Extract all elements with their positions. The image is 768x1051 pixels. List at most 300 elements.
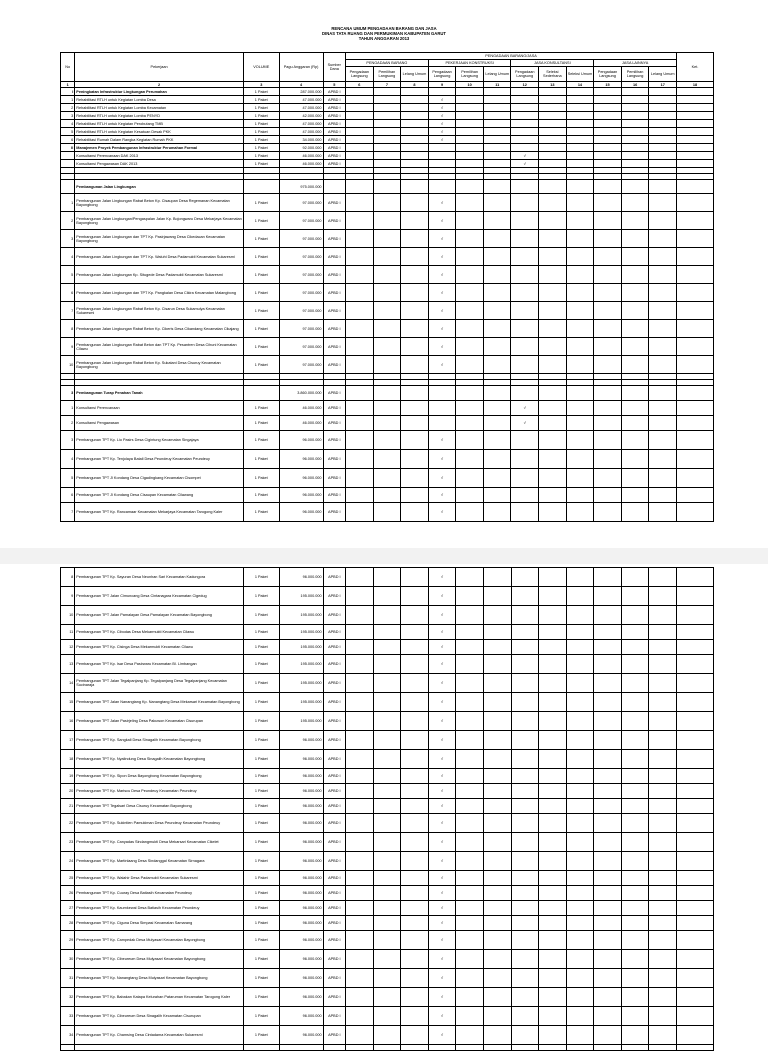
row-no: 24 (61, 852, 75, 871)
method-cell (511, 194, 539, 212)
method-cell (456, 248, 484, 266)
method-cell (539, 640, 567, 655)
method-cell (346, 194, 374, 212)
method-cell (539, 320, 567, 338)
method-cell (401, 469, 429, 488)
method-cell (594, 503, 622, 522)
method-cell (483, 96, 511, 104)
method-cell (511, 931, 539, 950)
checkmark: √ (428, 128, 456, 136)
method-cell (649, 320, 677, 338)
checkmark: √ (428, 852, 456, 871)
method-cell (539, 587, 567, 606)
method-cell (401, 693, 429, 712)
method-cell (401, 931, 429, 950)
method-cell (401, 128, 429, 136)
row-pagu: 96.000.000 (279, 750, 323, 769)
method-cell (401, 852, 429, 871)
table-row (61, 931, 714, 950)
method-cell (511, 950, 539, 969)
row-no: 8 (61, 320, 75, 338)
checkmark: √ (428, 112, 456, 120)
col-number: 3 (243, 82, 279, 88)
method-cell (594, 194, 622, 212)
method-cell (566, 212, 594, 230)
method-cell (566, 180, 594, 194)
row-no: 32 (61, 988, 75, 1007)
method-cell (566, 769, 594, 784)
row-sumber: APBD I (323, 712, 345, 731)
method-cell (456, 693, 484, 712)
method-cell (483, 1026, 511, 1045)
method-cell (594, 136, 622, 144)
method-cell (373, 230, 401, 248)
row-pagu: 195.000.000 (279, 625, 323, 640)
method-cell (649, 693, 677, 712)
row-no: 10 (61, 356, 75, 374)
row-sumber: APBD I (323, 799, 345, 814)
method-cell (621, 988, 649, 1007)
method-cell (621, 674, 649, 693)
row-volume: 1 Paket (243, 674, 279, 693)
table-row (61, 144, 714, 152)
method-cell (373, 450, 401, 469)
col-number: 16 (621, 82, 649, 88)
row-sumber: APBD I (323, 969, 345, 988)
method-cell (456, 266, 484, 284)
method-cell (621, 1007, 649, 1026)
row-pekerjaan: Pembangunan Jalan Lingkungan Rabat Beton dan TPT Kp. Pesantren Desa Cihuni Kecamatan Cilawu (75, 338, 244, 356)
method-cell (483, 88, 511, 96)
method-cell (483, 950, 511, 969)
method-cell (456, 871, 484, 886)
row-volume: 1 Paket (243, 356, 279, 374)
method-cell (511, 112, 539, 120)
method-cell (621, 120, 649, 128)
row-pekerjaan: Pembangunan TPT Kp. Chamsing Desa Cintadama Kecamatan Sukaresmi (75, 1026, 244, 1045)
method-cell (483, 833, 511, 852)
table-row (61, 606, 714, 625)
table-row (61, 152, 714, 160)
table-row (61, 640, 714, 655)
row-volume: 1 Paket (243, 104, 279, 112)
method-cell (566, 1007, 594, 1026)
method-cell (594, 120, 622, 128)
method-cell (594, 852, 622, 871)
col-number: 17 (649, 82, 677, 88)
row-no: 3 (61, 386, 75, 401)
row-sumber: APBD I (323, 625, 345, 640)
row-pekerjaan: Pembangunan TPT Kp. Rancamaar Kecamatan Mekarjaya Kecamatan Tarogong Kaler (75, 503, 244, 522)
method-cell (566, 266, 594, 284)
row-ket (677, 1026, 714, 1045)
method-cell (566, 799, 594, 814)
method-cell (401, 248, 429, 266)
method-cell (566, 606, 594, 625)
row-pekerjaan: Pembangunan TPT Tegalsari Desa Cisuruy Kecamatan Bayongbong (75, 799, 244, 814)
method-cell (511, 96, 539, 104)
method-cell (649, 160, 677, 168)
row-no: 31 (61, 969, 75, 988)
method-cell (594, 469, 622, 488)
method-cell (649, 284, 677, 302)
row-pagu: 47.000.000 (279, 96, 323, 104)
method-cell (401, 988, 429, 1007)
method-cell (483, 931, 511, 950)
method-cell (401, 731, 429, 750)
col-number: 9 (428, 82, 456, 88)
method-cell (373, 88, 401, 96)
col-sumber-header: Sumber Dana (323, 53, 345, 82)
method-cell (401, 194, 429, 212)
checkmark: √ (428, 674, 456, 693)
table-row (61, 833, 714, 852)
row-sumber: APBD I (323, 769, 345, 784)
row-no: 15 (61, 693, 75, 712)
method-cell (346, 88, 374, 96)
method-cell (346, 886, 374, 901)
method-cell (621, 784, 649, 799)
checkmark: √ (428, 916, 456, 931)
method-cell (621, 152, 649, 160)
method-cell (511, 120, 539, 128)
row-sumber: APBD I (323, 128, 345, 136)
row-no: 14 (61, 674, 75, 693)
row-pekerjaan: Pembangunan TPT Kp. Sangkali Desa Sinagalih Kecamatan Bayongbong (75, 731, 244, 750)
table-row (61, 871, 714, 886)
table-row (61, 969, 714, 988)
row-ket (677, 606, 714, 625)
row-ket (677, 136, 714, 144)
row-volume: 1 Paket (243, 96, 279, 104)
method-cell (483, 988, 511, 1007)
checkmark: √ (428, 431, 456, 450)
row-no: 12 (61, 640, 75, 655)
method-cell (373, 674, 401, 693)
row-pekerjaan: Konsultansi Perencanaan (75, 401, 244, 416)
method-cell (346, 916, 374, 931)
method-cell (566, 469, 594, 488)
checkmark: √ (428, 693, 456, 712)
row-pagu: 96.000.000 (279, 1026, 323, 1045)
method-cell (649, 750, 677, 769)
table-row (61, 731, 714, 750)
method-cell (539, 784, 567, 799)
row-pagu: 97.000.000 (279, 338, 323, 356)
row-volume: 1 Paket (243, 120, 279, 128)
method-cell (401, 230, 429, 248)
method-cell (621, 104, 649, 112)
method-cell (649, 587, 677, 606)
table-row (61, 655, 714, 674)
row-no: 9 (61, 587, 75, 606)
checkmark: √ (428, 212, 456, 230)
row-no: 4 (61, 248, 75, 266)
method-cell (566, 712, 594, 731)
method-cell (373, 266, 401, 284)
table-row (61, 587, 714, 606)
row-volume: 1 Paket (243, 833, 279, 852)
row-ket (677, 104, 714, 112)
method-cell (539, 901, 567, 916)
row-pekerjaan: Pembangunan Jalan Lingkungan/Pengaspalan Jalan Kp. Bojongwaru Desa Mekarjaya Kecamatan Bayongbong (75, 212, 244, 230)
method-cell (346, 833, 374, 852)
method-cell (649, 712, 677, 731)
row-no: 1 (61, 401, 75, 416)
row-sumber: APBD I (323, 160, 345, 168)
method-cell (621, 144, 649, 152)
table-row (61, 784, 714, 799)
row-no: 17 (61, 731, 75, 750)
row-volume: 1 Paket (243, 284, 279, 302)
method-cell (373, 950, 401, 969)
row-ket (677, 625, 714, 640)
method-cell (373, 750, 401, 769)
table-row (61, 488, 714, 503)
method-cell (483, 640, 511, 655)
row-volume: 1 Paket (243, 450, 279, 469)
method-cell (566, 503, 594, 522)
checkmark: √ (428, 1026, 456, 1045)
method-cell (594, 320, 622, 338)
row-no: 8 (61, 568, 75, 587)
row-pagu: 96.000.000 (279, 488, 323, 503)
row-pagu: 96.000.000 (279, 814, 323, 833)
method-cell (594, 784, 622, 799)
method-cell (511, 693, 539, 712)
method-cell (594, 356, 622, 374)
method-cell (373, 416, 401, 431)
row-volume: 1 Paket (243, 1007, 279, 1026)
method-cell (401, 769, 429, 784)
method-cell (594, 640, 622, 655)
row-ket (677, 731, 714, 750)
row-volume (243, 386, 279, 401)
method-cell (456, 655, 484, 674)
method-cell (594, 284, 622, 302)
method-cell (373, 431, 401, 450)
method-cell (401, 814, 429, 833)
method-cell (621, 1026, 649, 1045)
method-cell (483, 731, 511, 750)
method-cell (346, 784, 374, 799)
method-cell (511, 916, 539, 931)
checkmark: √ (428, 606, 456, 625)
row-ket (677, 356, 714, 374)
method-cell (401, 266, 429, 284)
row-volume: 1 Paket (243, 587, 279, 606)
method-cell (401, 587, 429, 606)
row-volume: 1 Paket (243, 431, 279, 450)
row-pagu: 96.000.000 (279, 431, 323, 450)
checkmark: √ (428, 469, 456, 488)
checkmark: √ (428, 988, 456, 1007)
row-no: 1 (61, 194, 75, 212)
table-row (61, 886, 714, 901)
col-pekerjaan-header: Pekerjaan (75, 53, 244, 82)
row-pekerjaan: Pembangunan Jalan Lingkungan dan TPT Kp. Pasirjawang Desa Cikedacan Kecamatan Bayongbong (75, 230, 244, 248)
method-cell (511, 284, 539, 302)
table-row (61, 950, 714, 969)
row-volume: 1 Paket (243, 750, 279, 769)
table-row (61, 212, 714, 230)
method-cell (566, 1026, 594, 1045)
row-ket (677, 96, 714, 104)
table-row (61, 469, 714, 488)
method-cell (428, 180, 456, 194)
method-cell (594, 799, 622, 814)
row-pekerjaan: Pembangunan Jalan Lingkungan Rabat Beton Kp. Cisaupan Desa Regemanan Kecamatan Bayongbong (75, 194, 244, 212)
method-cell (621, 338, 649, 356)
row-no: 9 (61, 338, 75, 356)
checkmark: √ (428, 1007, 456, 1026)
method-cell (621, 194, 649, 212)
method-cell (649, 112, 677, 120)
method-cell (401, 338, 429, 356)
method-cell (456, 916, 484, 931)
method-cell (456, 180, 484, 194)
method-cell (649, 969, 677, 988)
method-cell (566, 431, 594, 450)
method-cell (566, 416, 594, 431)
col-konstruksi-header: PEKERJAAN KONSTRUKSI (428, 60, 511, 67)
method-cell (346, 302, 374, 320)
method-cell (621, 284, 649, 302)
col-number: 18 (677, 82, 714, 88)
method-cell (594, 450, 622, 469)
empty-cell (373, 1045, 401, 1051)
checkmark: √ (428, 338, 456, 356)
checkmark: √ (428, 96, 456, 104)
method-cell (456, 128, 484, 136)
method-cell (566, 160, 594, 168)
method-cell (594, 160, 622, 168)
method-cell (373, 587, 401, 606)
row-no: 2 (61, 416, 75, 431)
row-no: 5 (61, 128, 75, 136)
method-cell (649, 833, 677, 852)
method-cell (511, 248, 539, 266)
method-cell (539, 416, 567, 431)
method-cell (621, 693, 649, 712)
col-number: 13 (539, 82, 567, 88)
method-cell (621, 230, 649, 248)
method-cell (539, 180, 567, 194)
method-cell (346, 104, 374, 112)
method-cell (649, 568, 677, 587)
empty-cell (456, 1045, 484, 1051)
table-row (61, 302, 714, 320)
row-ket (677, 320, 714, 338)
method-cell (346, 568, 374, 587)
method-cell (401, 916, 429, 931)
method-cell (594, 1026, 622, 1045)
method-cell (456, 852, 484, 871)
method-cell (566, 450, 594, 469)
method-cell (621, 386, 649, 401)
method-cell (539, 284, 567, 302)
method-cell (649, 799, 677, 814)
col-sub-header: Pemilihan Langsung (621, 67, 649, 82)
method-cell (566, 886, 594, 901)
doc-title-line2: DINAS TATA RUANG DAN PERMUKIMAN KABUPATEN GARUT (322, 31, 446, 36)
method-cell (594, 230, 622, 248)
method-cell (401, 750, 429, 769)
table-row (61, 180, 714, 194)
method-cell (456, 769, 484, 784)
method-cell (401, 120, 429, 128)
row-pekerjaan: Konsultansi Pengawasan (75, 416, 244, 431)
empty-cell (539, 1045, 567, 1051)
method-cell (483, 568, 511, 587)
row-sumber: APBD I (323, 144, 345, 152)
col-number: 4 (279, 82, 323, 88)
method-cell (511, 606, 539, 625)
row-pekerjaan: Pembangunan Jalan Lingkungan Kp. Situgede Desa Padamukti Kecamatan Sukaresmi (75, 266, 244, 284)
method-cell (649, 450, 677, 469)
row-sumber: APBD I (323, 833, 345, 852)
method-cell (511, 503, 539, 522)
method-cell (373, 488, 401, 503)
col-number: 7 (373, 82, 401, 88)
method-cell (539, 1007, 567, 1026)
method-cell (511, 833, 539, 852)
row-pagu: 96.000.000 (279, 988, 323, 1007)
method-cell (511, 712, 539, 731)
method-cell (346, 901, 374, 916)
method-cell (483, 886, 511, 901)
method-cell (539, 112, 567, 120)
row-volume: 1 Paket (243, 503, 279, 522)
row-pagu: 97.000.000 (279, 302, 323, 320)
method-cell (539, 886, 567, 901)
row-pagu: 96.000.000 (279, 916, 323, 931)
method-cell (483, 969, 511, 988)
row-sumber: APBD I (323, 503, 345, 522)
method-cell (649, 128, 677, 136)
method-cell (649, 731, 677, 750)
method-cell (594, 833, 622, 852)
row-ket (677, 886, 714, 901)
row-ket (677, 431, 714, 450)
table-row (61, 160, 714, 168)
method-cell (594, 180, 622, 194)
method-cell (511, 356, 539, 374)
method-cell (346, 731, 374, 750)
method-cell (373, 386, 401, 401)
method-cell (346, 160, 374, 168)
method-cell (511, 128, 539, 136)
method-cell (621, 568, 649, 587)
method-cell (456, 230, 484, 248)
method-cell (511, 784, 539, 799)
method-cell (511, 988, 539, 1007)
row-ket (677, 712, 714, 731)
method-cell (649, 120, 677, 128)
row-pekerjaan: Pembangunan TPT Jalan Pamalayan Desa Pamalayan Kecamatan Bayongbong (75, 606, 244, 625)
col-number: 11 (483, 82, 511, 88)
method-cell (539, 266, 567, 284)
method-cell (539, 693, 567, 712)
method-cell (621, 180, 649, 194)
method-cell (539, 120, 567, 128)
checkmark: √ (428, 284, 456, 302)
method-cell (428, 416, 456, 431)
method-cell (401, 568, 429, 587)
row-pekerjaan: Pembangunan TPT Kp. Sayuran Desa Neunhan Sari Kecamatan Kadungora (75, 568, 244, 587)
row-volume: 1 Paket (243, 416, 279, 431)
method-cell (649, 144, 677, 152)
